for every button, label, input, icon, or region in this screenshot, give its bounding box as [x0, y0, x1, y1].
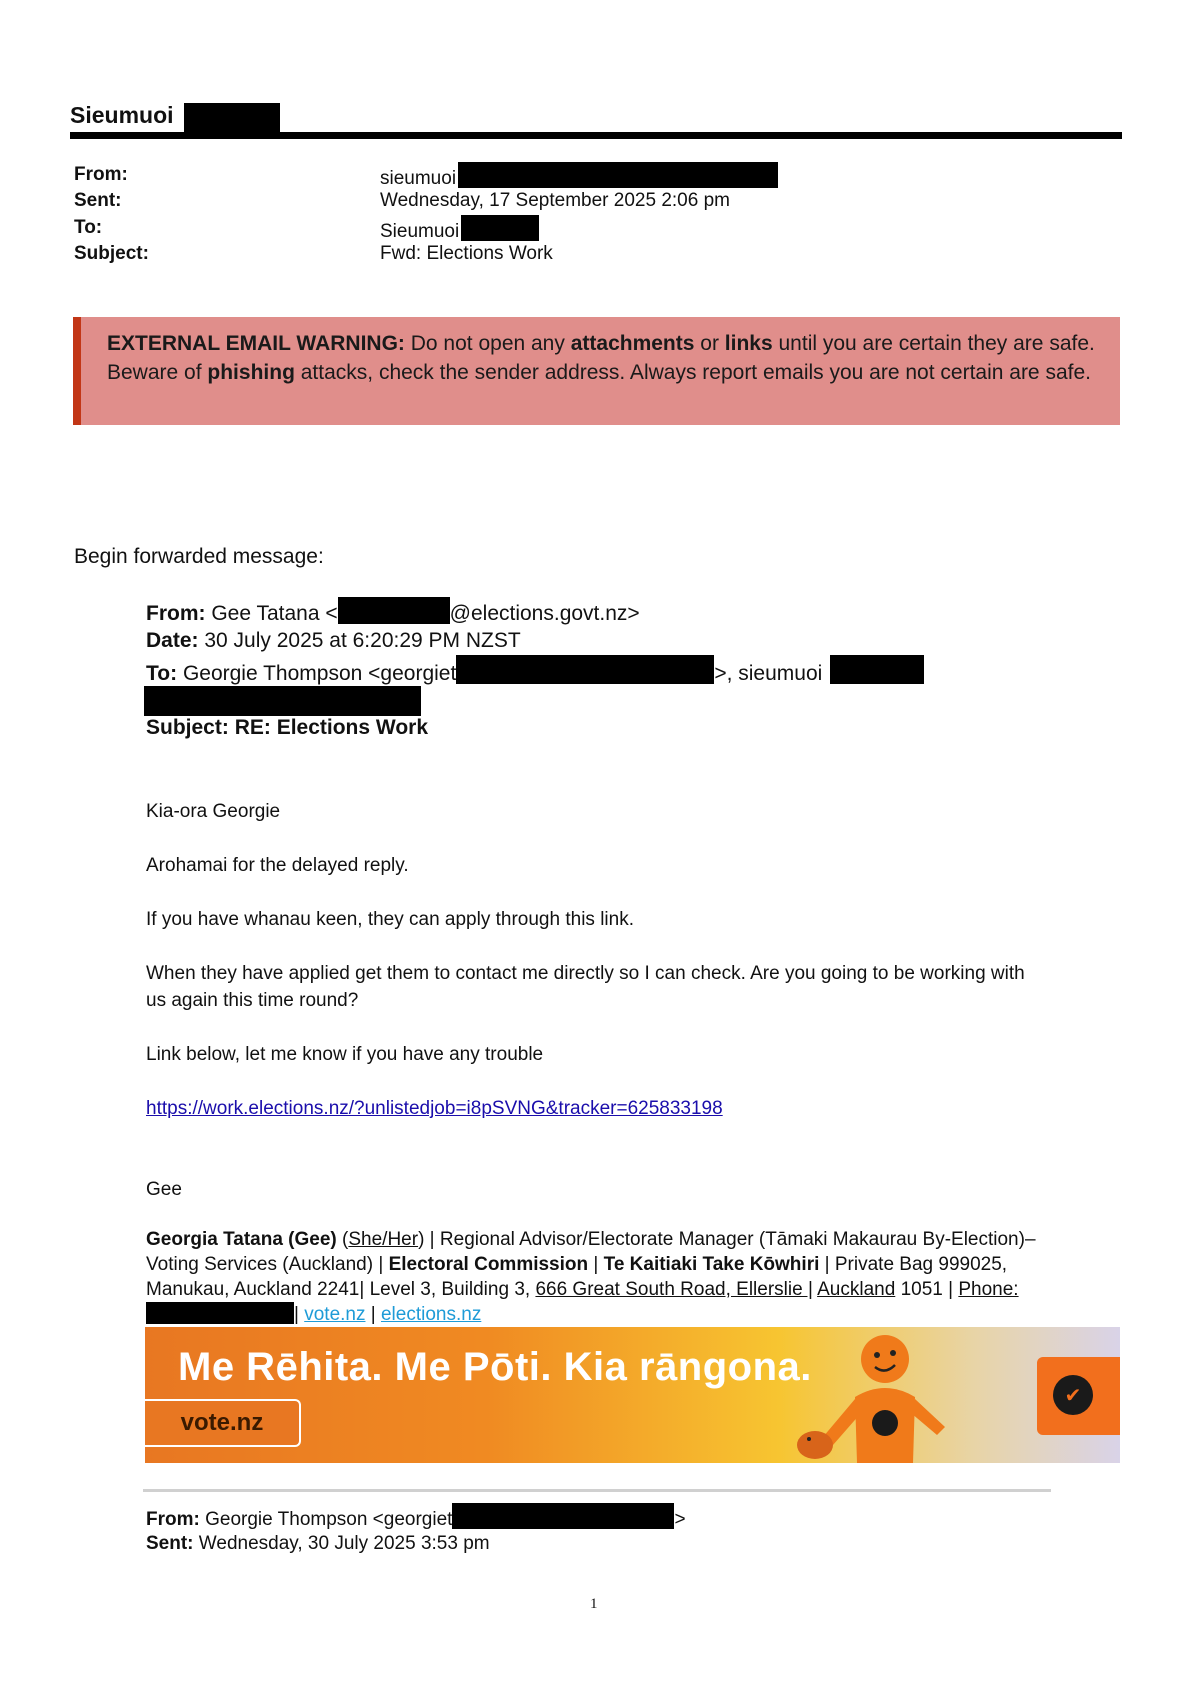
prev-sent-value: Wednesday, 30 July 2025 3:53 pm: [198, 1533, 490, 1554]
from-label: From:: [74, 164, 128, 185]
body-signoff: Gee: [146, 1179, 182, 1200]
sig-phone-label: Phone:: [958, 1279, 1019, 1300]
warning-phishing: phishing: [207, 361, 295, 384]
banner-vote-button[interactable]: vote.nz: [145, 1399, 301, 1447]
warning-text: until you are certain they are safe. Beware of: [107, 332, 1095, 384]
forwarded-to: [146, 655, 924, 688]
fwd-subject-label: Subject:: [146, 716, 229, 739]
sig-org-maori: Te Kaitiaki Take Kōwhiri: [603, 1254, 820, 1275]
previous-from: [146, 1503, 686, 1533]
from-address: sieumuoi: [380, 168, 457, 189]
redaction-block: [830, 655, 924, 684]
sig-org: Electoral Commission: [388, 1254, 589, 1275]
mascot-icon: [795, 1327, 995, 1463]
body-paragraph: When they have applied get them to contact me directly so I can check. Are you going to be working with us again this time round?: [146, 963, 1025, 1011]
sig-city: Auckland: [817, 1279, 896, 1300]
body-paragraph: If you have whanau keen, they can apply through this link.: [146, 909, 634, 930]
fwd-from-label: From:: [146, 602, 206, 625]
ballot-icon: ✔: [1053, 1375, 1093, 1415]
fwd-date-label: Date:: [146, 629, 199, 652]
page-title: Sieumuoi: [70, 102, 174, 128]
sig-elections-link[interactable]: elections.nz: [380, 1304, 482, 1325]
redaction-block: [146, 1302, 294, 1324]
sig-name: Georgia Tatana (Gee): [146, 1229, 337, 1250]
sig-postcode: 1051: [900, 1279, 943, 1300]
warning-heading: EXTERNAL EMAIL WARNING:: [107, 332, 405, 355]
redaction-block: [456, 655, 714, 684]
fwd-to-label: To:: [146, 662, 178, 685]
sig-pronouns: She/Her: [348, 1229, 419, 1250]
fwd-subject-value: RE: Elections Work: [234, 716, 429, 739]
warning-text: attacks, check the sender address. Always report emails you are not certain are safe.: [300, 361, 1091, 384]
warning-attachments: attachments: [570, 332, 695, 355]
electoral-commission-logo: [1037, 1357, 1120, 1435]
title-divider: [70, 132, 1122, 139]
forwarded-subject: [146, 713, 428, 742]
redaction-block: [144, 686, 421, 716]
previous-sent: [146, 1530, 490, 1557]
sent-label: Sent:: [74, 190, 122, 211]
page-number: 1: [590, 1596, 598, 1612]
fwd-date-value: 30 July 2025 at 6:20:29 PM NZST: [204, 629, 521, 652]
email-signature: Georgia Tatana (Gee) (She/Her) | Regional Advisor/Electorate Manager (Tāmaki Makaurau By-Election)– Voting Services (Auckland) | Electoral Commission | Te Kaitiaki Take Kōwhiri | Private Bag 999025, Manukau, Auckland 2241| Level 3, Building 3, 666 Great South Road, Ellerslie | Auckland 1051 | Phone: | vote.nz | elections.nz: [146, 1229, 1036, 1325]
redaction-block: [184, 103, 280, 133]
body-paragraph: Link below, let me know if you have any trouble: [146, 1044, 544, 1065]
fwd-from-domain: @elections.govt.nz>: [449, 602, 640, 625]
body-paragraph: Arohamai for the delayed reply.: [146, 855, 409, 876]
sig-address: Level 3, Building 3,: [369, 1279, 531, 1300]
sig-role: Regional Advisor/Electorate Manager (Tāmaki Makaurau By-Election)– Voting Services (Auckland): [146, 1229, 1036, 1275]
forwarded-intro: Begin forwarded message:: [74, 545, 324, 568]
fwd-from-name: Gee Tatana <: [211, 602, 338, 625]
message-separator: [143, 1489, 1051, 1492]
warning-text: Do not open any: [410, 332, 565, 355]
redaction-block: [452, 1503, 674, 1529]
warning-text: or: [700, 332, 719, 355]
vote-banner[interactable]: [145, 1327, 1120, 1463]
sig-vote-link[interactable]: vote.nz: [304, 1304, 366, 1325]
fwd-to-value: Georgie Thompson <georgiet: [182, 662, 457, 685]
prev-sent-label: Sent:: [146, 1533, 194, 1554]
to-address: Sieumuoi: [380, 221, 460, 242]
external-email-warning: [73, 317, 1120, 425]
subject-value: Fwd: Elections Work: [380, 243, 553, 264]
prev-from-value: Georgie Thompson <georgiet: [205, 1509, 453, 1530]
sig-street: 666 Great South Road, Ellerslie |: [535, 1279, 813, 1300]
banner-slogan: Me Rēhita. Me Pōti. Kia rāngona.: [178, 1345, 812, 1389]
redaction-block: [461, 215, 539, 241]
job-application-link[interactable]: https://work.elections.nz/?unlistedjob=i8pSVNG&tracker=625833198: [146, 1098, 723, 1119]
forwarded-from: [146, 597, 640, 628]
to-label: To:: [74, 217, 103, 238]
forwarded-date: [146, 626, 521, 655]
prev-from-label: From:: [146, 1509, 200, 1530]
redaction-block: [458, 162, 778, 188]
warning-links: links: [724, 332, 773, 355]
prev-from-end: >: [674, 1509, 686, 1530]
subject-label: Subject:: [74, 243, 149, 264]
body-greeting: Kia-ora Georgie: [146, 801, 281, 822]
sig-address: Private Bag 999025, Manukau, Auckland 2241: [146, 1254, 1008, 1300]
sent-value: Wednesday, 17 September 2025 2:06 pm: [380, 190, 730, 211]
redaction-block: [338, 597, 450, 624]
fwd-to-sep: >, sieumuoi: [714, 662, 823, 685]
